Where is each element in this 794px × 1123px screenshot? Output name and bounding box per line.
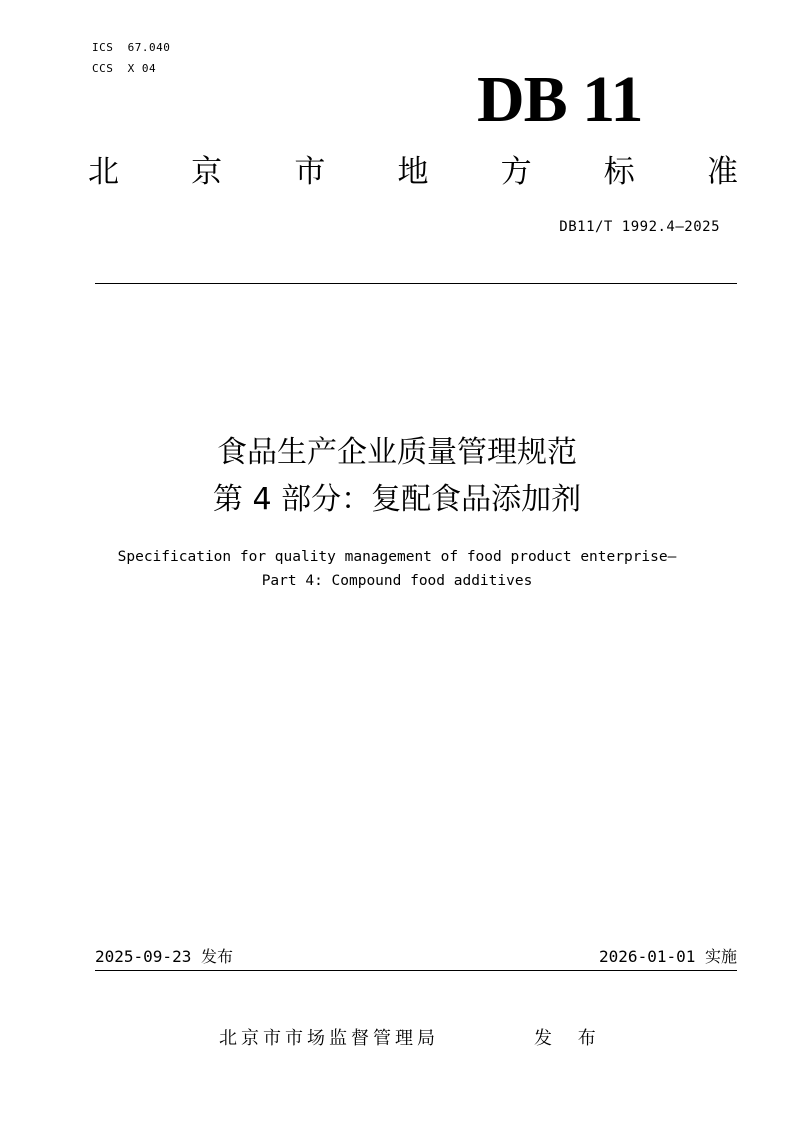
english-title-line-1: Specification for quality management of food product enterprise—: [117, 549, 677, 565]
standard-type-char: 北: [88, 154, 119, 190]
standard-type-char: 地: [397, 154, 429, 190]
issue-label: 发 布: [534, 1028, 606, 1049]
top-divider: [95, 283, 737, 284]
standard-number: DB11/T 1992.4—2025: [559, 219, 720, 235]
chinese-title-line-1: 食品生产企业质量管理规范: [217, 435, 577, 470]
standard-type-heading: [88, 150, 738, 194]
standard-type-char: 准: [706, 154, 738, 190]
standard-type-char: 方: [500, 154, 532, 190]
issue-date: 2025-09-23 发布: [95, 947, 233, 966]
ccs-code: CCS X 04: [92, 62, 157, 75]
chinese-title-line-2: 第 4 部分：复配食品添加剂: [212, 482, 582, 517]
implementation-date: 2026-01-01 实施: [599, 947, 737, 966]
bottom-divider: [95, 970, 737, 971]
standard-type-char: 市: [294, 154, 326, 190]
standard-type-char: 标: [603, 154, 635, 190]
issuing-authority: 北京市市场监督管理局: [219, 1028, 439, 1049]
db11-logo: DB 11: [477, 63, 643, 136]
standard-type-char: 京: [191, 154, 223, 190]
ics-code: ICS 67.040: [92, 41, 171, 54]
english-title-line-2: Part 4: Compound food additives: [261, 573, 533, 589]
